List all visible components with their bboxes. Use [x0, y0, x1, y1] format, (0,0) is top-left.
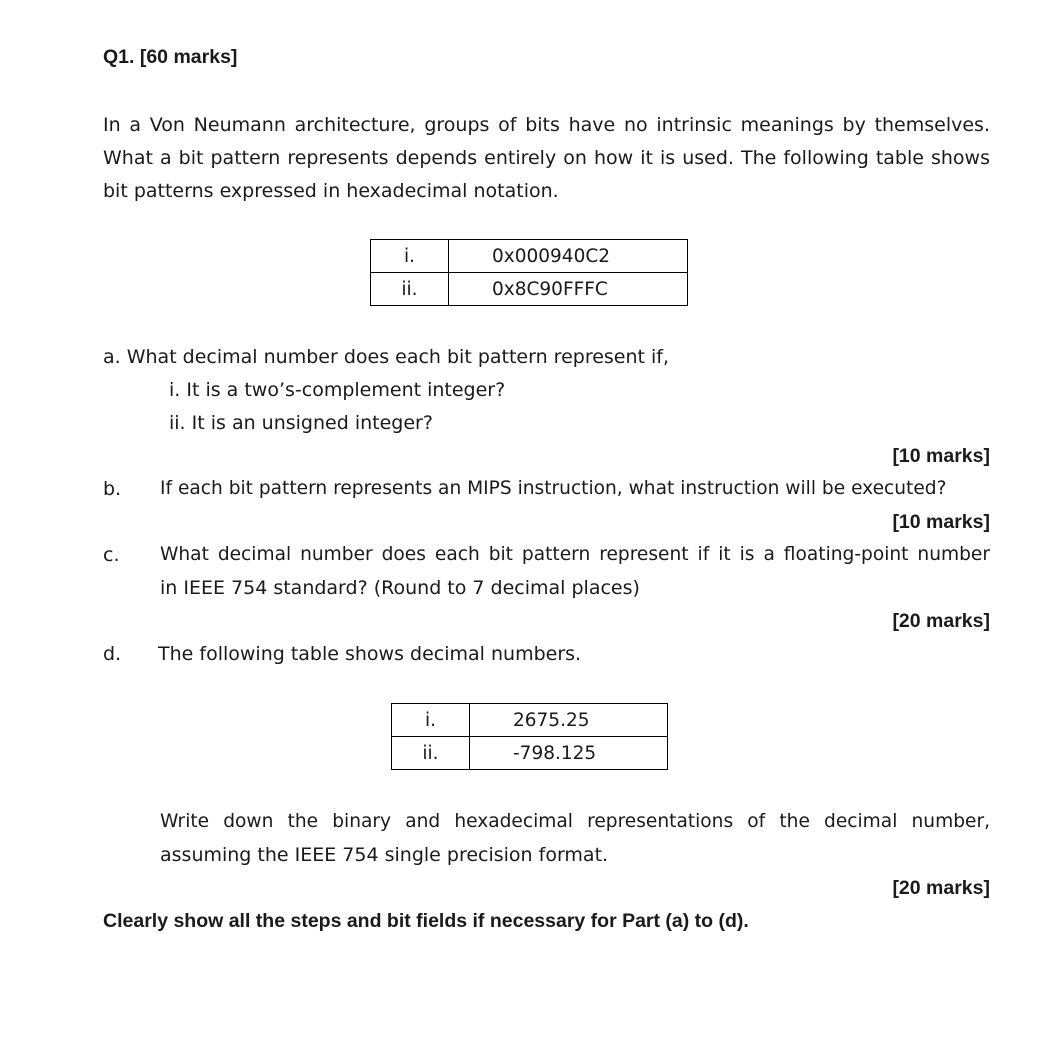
row-value: 2675.25: [470, 704, 668, 737]
part-d-instruction-line-2: assuming the IEEE 754 single precision format.: [160, 844, 609, 866]
part-b-text: If each bit pattern represents an MIPS instruction, what instruction will be executed?: [160, 478, 947, 499]
row-label: ii.: [392, 737, 470, 770]
table-row: [371, 240, 688, 273]
part-b-label: b.: [103, 478, 122, 500]
row-label: ii.: [371, 273, 449, 306]
part-d-text: The following table shows decimal numbers.: [158, 643, 582, 665]
row-value: 0x000940C2: [449, 240, 688, 273]
part-d-marks: [20 marks]: [892, 877, 990, 899]
table-row: [392, 704, 668, 737]
part-a-marks: [10 marks]: [892, 445, 990, 467]
intro-line-1: In a Von Neumann architecture, groups of bits have no intrinsic meanings by themselves.: [103, 114, 990, 136]
intro-line-2: What a bit pattern represents depends entirely on how it is used. The following table shows: [103, 147, 990, 169]
part-d-instruction-line-1: Write down the binary and hexadecimal representations of the decimal number,: [160, 811, 990, 832]
part-a-sub-ii: ii. It is an unsigned integer?: [169, 412, 433, 434]
part-c-line-2: in IEEE 754 standard? (Round to 7 decimal places): [160, 577, 640, 599]
hex-pattern-table: [370, 239, 688, 306]
part-c-label: c.: [103, 544, 120, 566]
question-title: Q1. [60 marks]: [103, 46, 238, 68]
intro-line-3: bit patterns expressed in hexadecimal notation.: [103, 180, 559, 202]
row-label: i.: [392, 704, 470, 737]
footer-instruction: Clearly show all the steps and bit fields if necessary for Part (a) to (d).: [103, 910, 749, 932]
part-d-label: d.: [103, 643, 122, 665]
part-b-marks: [10 marks]: [892, 511, 990, 533]
row-label: i.: [371, 240, 449, 273]
part-a-text: a. What decimal number does each bit pattern represent if,: [103, 346, 670, 368]
decimal-number-table: [391, 703, 668, 770]
table-row: [371, 273, 688, 306]
part-a-sub-i: i. It is a two’s-complement integer?: [169, 379, 506, 401]
row-value: -798.125: [470, 737, 668, 770]
row-value: 0x8C90FFFC: [449, 273, 688, 306]
table-row: [392, 737, 668, 770]
part-c-marks: [20 marks]: [892, 610, 990, 632]
part-c-line-1: What decimal number does each bit pattern represent if it is a floating-point number: [160, 544, 990, 565]
